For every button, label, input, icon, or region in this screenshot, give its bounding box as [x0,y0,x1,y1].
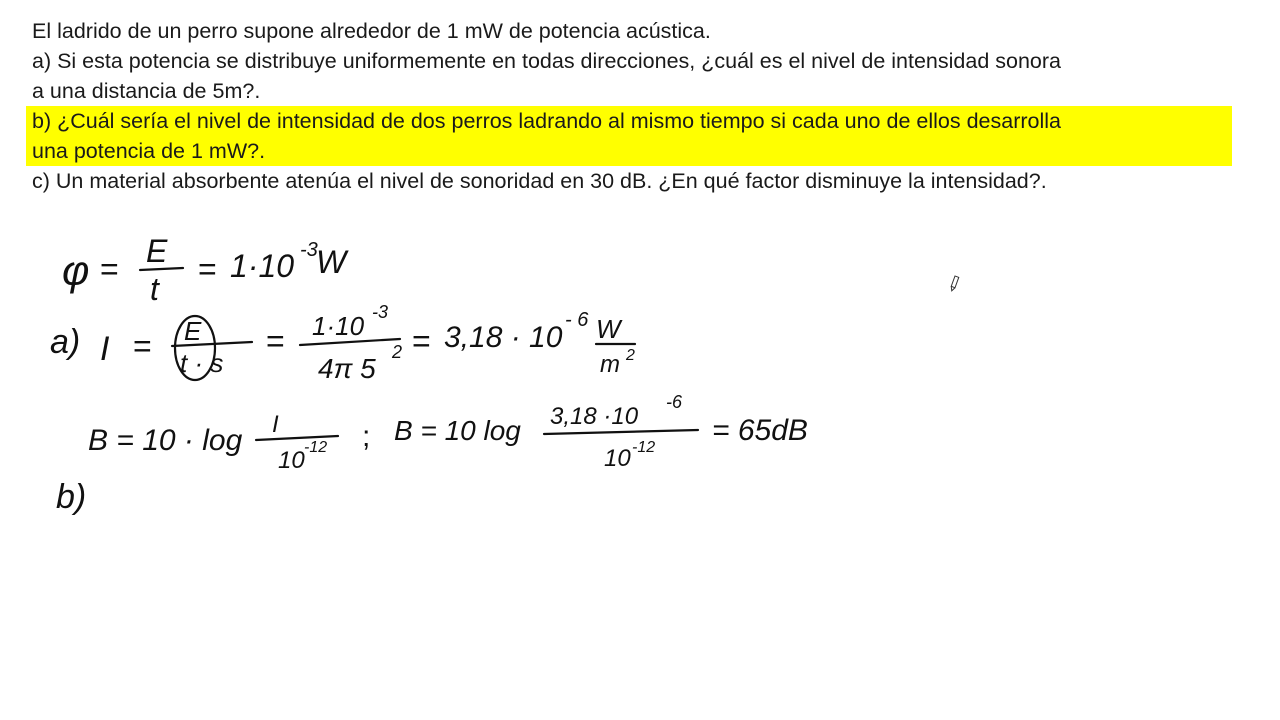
fraction-numerator-E: E [146,233,168,269]
power-exponent: -3 [300,239,318,261]
separator: ; [362,420,371,453]
problem-part-a-line1: a) Si esta potencia se distribuye uniformemente en todas direcciones, ¿cuál es el nivel de intensidad sonora [32,49,1061,73]
beta-denominator-exponent: -12 [304,439,328,456]
equals-sign: = [266,323,285,359]
intensity-equation [50,302,635,384]
equals-sign: = [100,251,119,287]
result-unit-denominator: m [600,351,620,378]
numerator-exponent: -3 [372,302,389,322]
pen-cursor-icon [950,276,959,291]
fraction-bar [544,430,698,434]
beta2-denominator-exponent: -12 [632,439,656,456]
problem-part-c: c) Un material absorbente atenúa el nivel de sonoridad en 30 dB. ¿En qué factor disminuye la intensidad?. [32,169,1047,193]
power-equation [62,233,349,307]
problem-part-b-line2: una potencia de 1 mW?. [32,139,266,163]
problem-part-a-line2: a una distancia de 5m?. [32,79,261,103]
part-a-label: a) [50,323,81,361]
problem-intro: El ladrido de un perro supone alrededor de 1 mW de potencia acústica. [32,19,711,43]
power-value: 1·10 [230,248,295,284]
denominator-value: 4π 5 [318,353,376,384]
power-unit: W [316,244,347,280]
denominator-exponent: 2 [392,342,403,362]
intensity-symbol: I [100,330,110,368]
phi-symbol: φ [62,247,90,294]
result-unit-exponent: 2 [626,347,635,364]
equals-sign: = [412,323,431,359]
result-value: 3,18 · 10 [444,321,563,354]
fraction-numerator-E: E [184,316,202,346]
result-exponent: - 6 [565,309,589,331]
problem-part-b-line1: b) ¿Cuál sería el nivel de intensidad de dos perros ladrando al mismo tiempo si cada uno de ellos desarrolla [32,109,1061,133]
beta2-numerator-exponent: -6 [666,392,683,412]
fraction-denominator-t: t [150,271,159,307]
result-unit-numerator: W [596,314,621,344]
beta-formula: B = 10 · log [88,424,243,457]
beta-denominator: 10 [278,447,305,474]
equals-sign: = [133,328,152,364]
numerator-value: 1·10 [312,311,365,341]
beta-numerator: I [272,411,279,438]
decibel-equation [88,392,808,474]
beta-formula-2: B = 10 log [394,415,521,446]
fraction-denominator-ts: t · s [180,348,224,378]
part-b-label: b) [56,478,87,516]
decibel-result: = 65dB [712,414,808,447]
beta2-denominator: 10 [604,445,631,472]
beta2-numerator: 3,18 ·10 [550,403,639,430]
equals-sign: = [198,251,217,287]
